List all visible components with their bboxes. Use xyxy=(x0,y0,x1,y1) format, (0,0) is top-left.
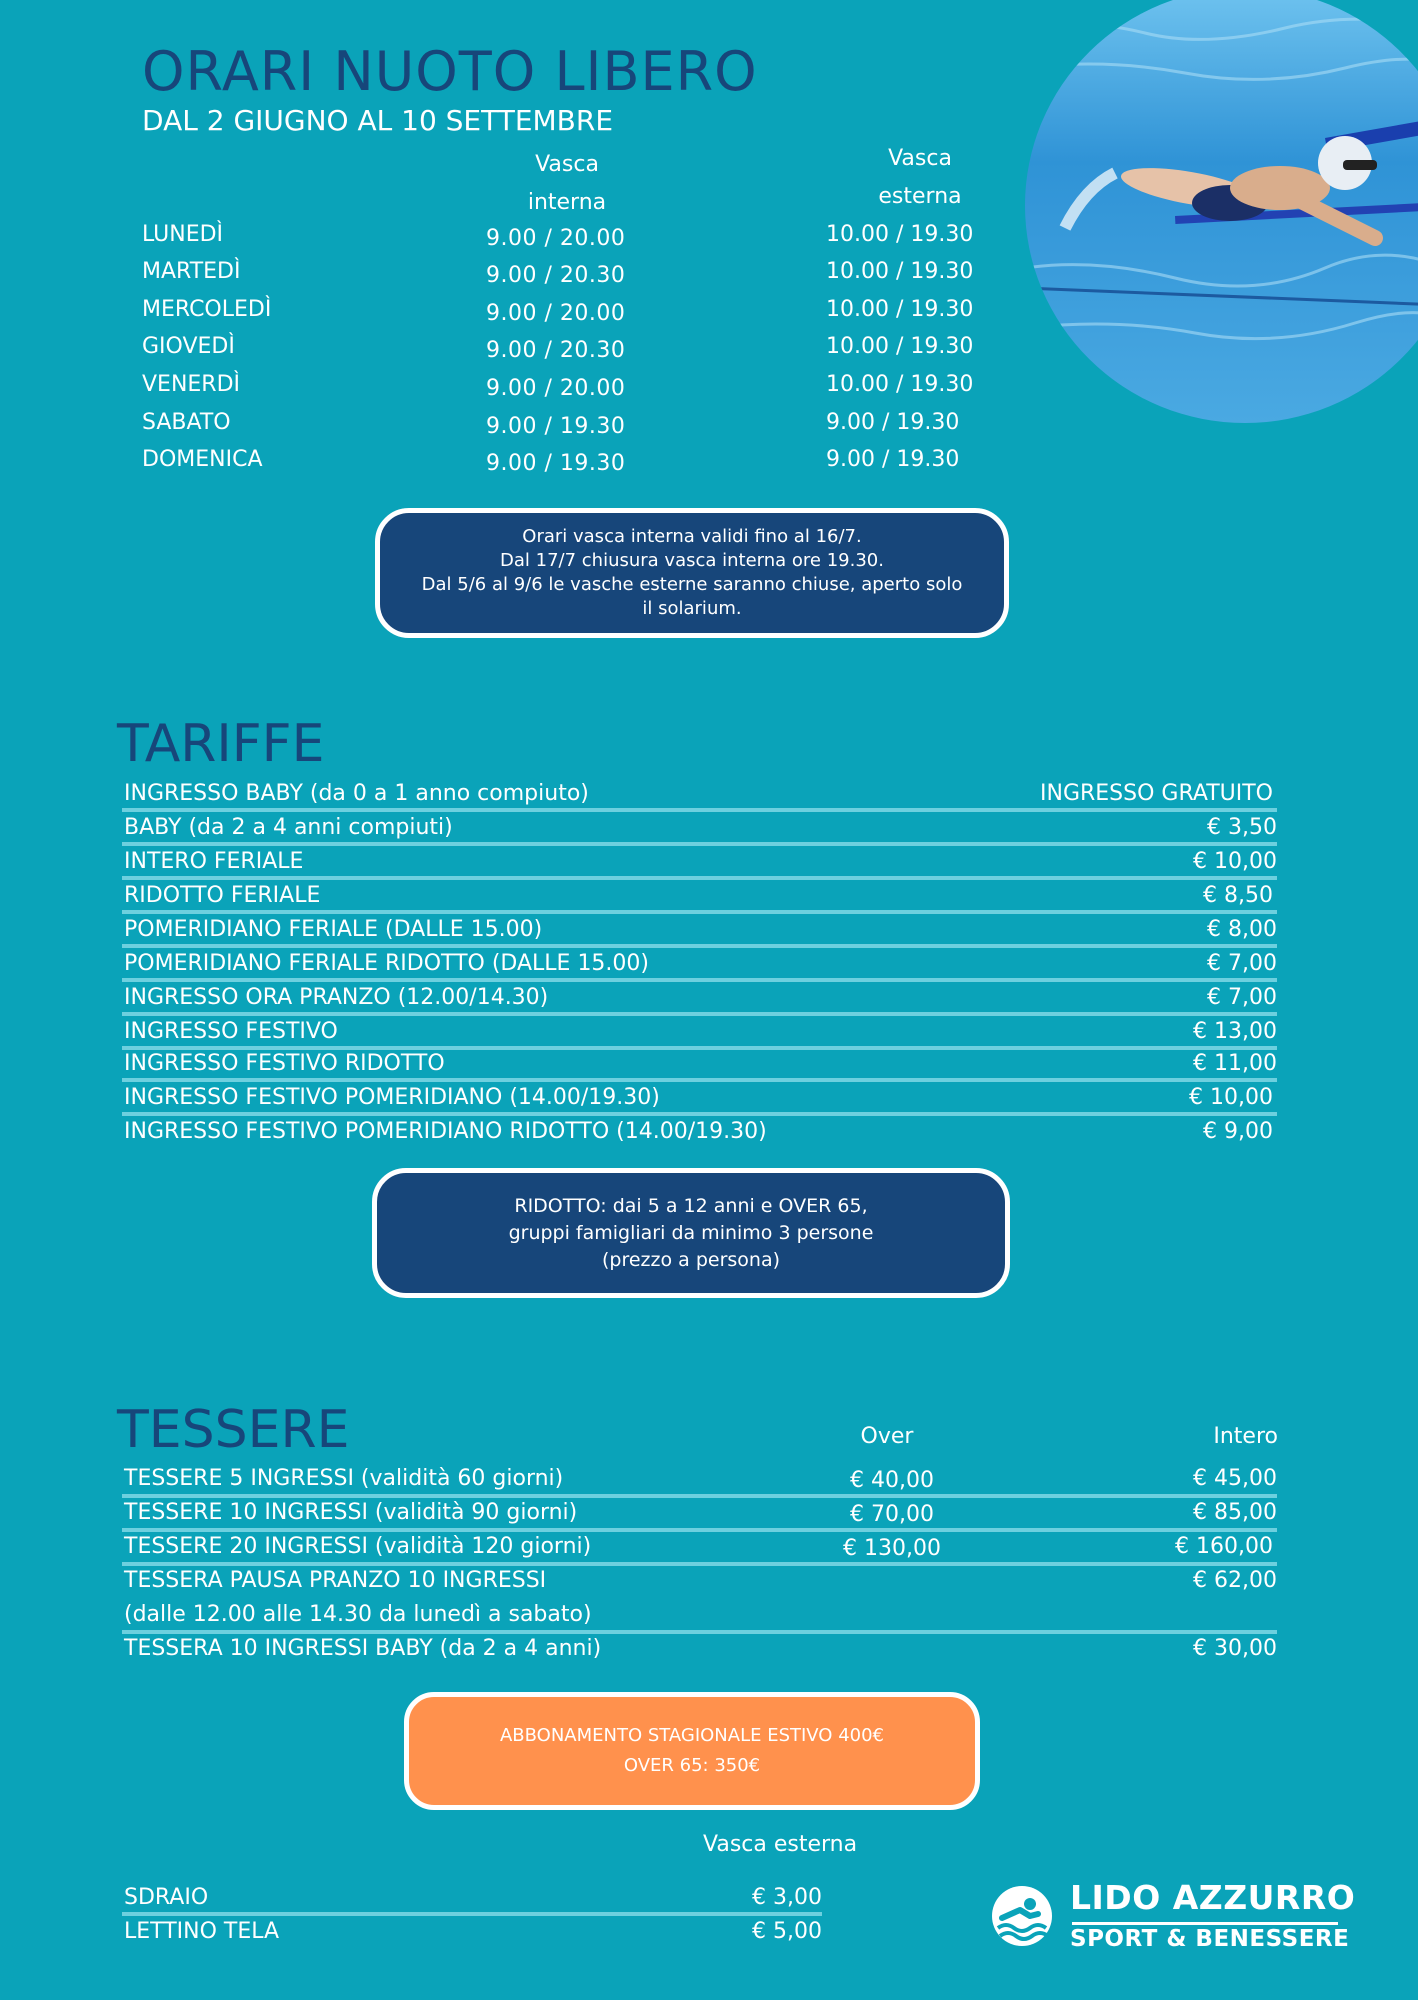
tariff-price: € 7,00 xyxy=(1207,951,1277,976)
card-price-full: € 62,00 xyxy=(1193,1568,1277,1593)
card-label: TESSERE 5 INGRESSI (validità 60 giorni) xyxy=(124,1466,564,1491)
ridotto-note-line: (prezzo a persona) xyxy=(601,1248,781,1271)
card-label: TESSERA 10 INGRESSI BABY (da 2 a 4 anni) xyxy=(124,1636,602,1661)
schedule-row xyxy=(0,334,1000,372)
tariff-price: € 7,00 xyxy=(1207,985,1277,1010)
schedule-row xyxy=(0,297,1000,335)
schedule-note-line: Dal 17/7 chiusura vasca interna ore 19.30. xyxy=(500,550,884,571)
logo-tagline: SPORT & BENESSERE xyxy=(1070,1926,1350,1952)
tariff-price: € 13,00 xyxy=(1193,1019,1277,1044)
col-header-internal-line1: Vasca xyxy=(535,152,599,177)
tariff-row xyxy=(122,982,1277,1016)
ridotto-note-line: RIDOTTO: dai 5 a 12 anni e OVER 65, xyxy=(514,1194,868,1217)
schedule-day: MERCOLEDÌ xyxy=(142,297,272,322)
tariff-price: € 10,00 xyxy=(1193,849,1277,874)
schedule-external-hours: 10.00 / 19.30 xyxy=(826,259,974,284)
extras-col-header: Vasca esterna xyxy=(703,1832,858,1857)
season-pass-line: ABBONAMENTO STAGIONALE ESTIVO 400€ xyxy=(499,1725,885,1746)
schedule-note-line: Orari vasca interna validi fino al 16/7. xyxy=(522,526,862,547)
card-row xyxy=(122,1564,1277,1634)
extra-label: SDRAIO xyxy=(124,1885,209,1910)
tariff-row xyxy=(122,948,1277,982)
tariff-price: € 3,50 xyxy=(1207,815,1277,840)
card-price-over: € 40,00 xyxy=(850,1468,934,1493)
tariff-label: INGRESSO FESTIVO xyxy=(124,1019,338,1044)
tariff-row xyxy=(122,1048,1277,1082)
col-header-internal xyxy=(517,146,617,222)
tariffe-title: TARIFFE xyxy=(117,714,325,774)
tariff-label: BABY (da 2 a 4 anni compiuti) xyxy=(124,815,453,840)
schedule-row xyxy=(0,259,1000,297)
extra-row xyxy=(122,1882,822,1916)
schedule-day: GIOVEDÌ xyxy=(142,334,235,359)
card-price-full: € 160,00 xyxy=(1175,1534,1273,1559)
tariff-label: INGRESSO BABY (da 0 a 1 anno compiuto) xyxy=(124,781,589,806)
tariff-label: INTERO FERIALE xyxy=(124,849,304,874)
tariff-label: POMERIDIANO FERIALE RIDOTTO (DALLE 15.00) xyxy=(124,951,650,976)
tessere-title: TESSERE xyxy=(117,1400,350,1460)
schedule-internal-hours: 9.00 / 20.00 xyxy=(486,226,626,251)
tariff-label: INGRESSO FESTIVO POMERIDIANO (14.00/19.30) xyxy=(124,1085,660,1110)
tariff-row xyxy=(122,1016,1277,1050)
swimmer-photo xyxy=(1025,0,1418,423)
schedule-note-line: Dal 5/6 al 9/6 le vasche esterne saranno chiuse, aperto solo xyxy=(421,574,963,595)
schedule-row xyxy=(0,372,1000,410)
card-price-over: € 130,00 xyxy=(843,1536,941,1561)
schedule-internal-hours: 9.00 / 19.30 xyxy=(486,451,626,476)
schedule-internal-hours: 9.00 / 20.30 xyxy=(486,263,626,288)
logo-name: LIDO AZZURRO xyxy=(1070,1878,1356,1917)
extra-label: LETTINO TELA xyxy=(124,1919,280,1944)
tariff-row xyxy=(122,846,1277,880)
col-header-over: Over xyxy=(860,1424,914,1449)
tariff-price: € 9,00 xyxy=(1203,1119,1273,1144)
card-row xyxy=(122,1530,1277,1566)
schedule-day: MARTEDÌ xyxy=(142,259,241,284)
schedule-day: DOMENICA xyxy=(142,447,263,472)
schedule-external-hours: 10.00 / 19.30 xyxy=(826,222,974,247)
tariff-label: INGRESSO ORA PRANZO (12.00/14.30) xyxy=(124,985,549,1010)
col-header-external-line1: Vasca xyxy=(888,146,952,171)
tariff-row xyxy=(122,914,1277,948)
card-price-full: € 45,00 xyxy=(1193,1466,1277,1491)
card-row xyxy=(122,1462,1277,1498)
schedule-row xyxy=(0,410,1000,448)
schedule-row xyxy=(0,222,1000,260)
schedule-external-hours: 10.00 / 19.30 xyxy=(826,372,974,397)
tariff-price: INGRESSO GRATUITO xyxy=(1040,781,1273,806)
tariff-price: € 8,50 xyxy=(1203,883,1273,908)
tariff-row xyxy=(122,1116,1277,1150)
schedule-note xyxy=(375,508,1009,638)
tariff-price: € 11,00 xyxy=(1193,1051,1277,1076)
tariff-row xyxy=(122,880,1277,914)
card-row xyxy=(122,1496,1277,1532)
tariff-price: € 8,00 xyxy=(1207,917,1277,942)
schedule-note-line: il solarium. xyxy=(642,598,742,619)
card-price-over: € 70,00 xyxy=(850,1502,934,1527)
card-label: TESSERE 20 INGRESSI (validità 120 giorni) xyxy=(124,1534,592,1559)
col-header-internal-line2: interna xyxy=(527,190,607,215)
page-title: ORARI NUOTO LIBERO xyxy=(142,40,758,103)
schedule-day: LUNEDÌ xyxy=(142,222,224,247)
schedule-internal-hours: 9.00 / 19.30 xyxy=(486,414,626,439)
season-pass-banner xyxy=(404,1692,980,1810)
col-header-external xyxy=(870,140,970,216)
schedule-external-hours: 10.00 / 19.30 xyxy=(826,334,974,359)
card-label: TESSERE 10 INGRESSI (validità 90 giorni) xyxy=(124,1500,578,1525)
tariff-label: INGRESSO FESTIVO RIDOTTO xyxy=(124,1051,445,1076)
col-header-full: Intero xyxy=(1213,1424,1278,1449)
ridotto-note xyxy=(372,1168,1010,1298)
tariff-row xyxy=(122,778,1277,812)
tariff-label: POMERIDIANO FERIALE (DALLE 15.00) xyxy=(124,917,543,942)
tariff-label: INGRESSO FESTIVO POMERIDIANO RIDOTTO (14.00/19.30) xyxy=(124,1119,767,1144)
ridotto-note-line: gruppi famigliari da minimo 3 persone xyxy=(508,1221,874,1244)
tariff-label: RIDOTTO FERIALE xyxy=(124,883,321,908)
card-price-full: € 85,00 xyxy=(1193,1500,1277,1525)
schedule-day: VENERDÌ xyxy=(142,372,241,397)
schedule-day: SABATO xyxy=(142,410,231,435)
schedule-internal-hours: 9.00 / 20.30 xyxy=(486,338,626,363)
schedule-internal-hours: 9.00 / 20.00 xyxy=(486,376,626,401)
col-header-external-line2: esterna xyxy=(878,184,962,209)
card-price-full: € 30,00 xyxy=(1193,1636,1277,1661)
schedule-external-hours: 9.00 / 19.30 xyxy=(826,447,960,472)
schedule-row xyxy=(0,447,1000,485)
tariff-row xyxy=(122,1082,1277,1116)
season-pass-line: OVER 65: 350€ xyxy=(623,1755,761,1776)
card-label-detail: (dalle 12.00 alle 14.30 da lunedì a sabato) xyxy=(124,1602,592,1627)
card-row xyxy=(122,1632,1277,1668)
extra-price: € 3,00 xyxy=(752,1885,822,1910)
tariff-row xyxy=(122,812,1277,846)
schedule-external-hours: 9.00 / 19.30 xyxy=(826,410,960,435)
tariff-price: € 10,00 xyxy=(1189,1085,1273,1110)
card-label: TESSERA PAUSA PRANZO 10 INGRESSI xyxy=(124,1568,547,1593)
schedule-internal-hours: 9.00 / 20.00 xyxy=(486,301,626,326)
schedule-external-hours: 10.00 / 19.30 xyxy=(826,297,974,322)
logo-divider xyxy=(1072,1922,1338,1925)
page-subtitle: DAL 2 GIUGNO AL 10 SETTEMBRE xyxy=(142,104,614,137)
lido-azzurro-logo xyxy=(990,1880,1370,1952)
swimmer-logo-icon xyxy=(990,1884,1054,1948)
extra-price: € 5,00 xyxy=(752,1919,822,1944)
extra-row xyxy=(122,1916,822,1950)
